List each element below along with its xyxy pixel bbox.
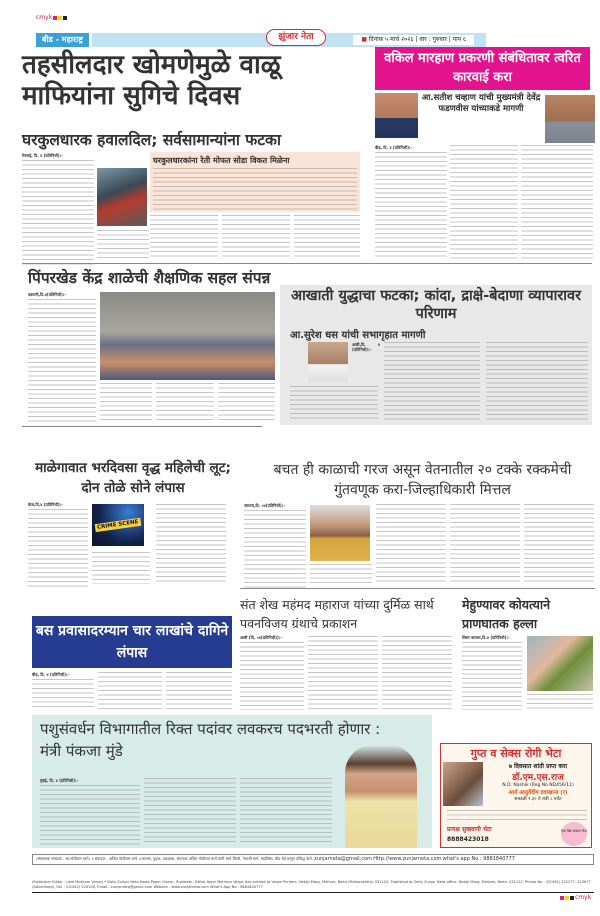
text-block xyxy=(98,672,162,710)
date-text: दिनांक ५ मार्च २०२६ | वार : गुरुवार | पान ६ xyxy=(369,36,466,43)
crime-scene-tape-label: CRIME SCENE xyxy=(95,518,141,532)
footer-whatsapp: what's app No : 9881840777 xyxy=(442,856,515,862)
divider xyxy=(22,263,592,264)
text-block xyxy=(382,636,452,710)
publisher-line: (Estblisher Editor : Late Motiram Varpe) * Daily Zunjar Neta News Paper Owner, Publisher, Editor Ajeet Motiram Varpe Has printed at Varpe Printers, Netaji Marg, Malives, Beed (Maharashtra) 431122. Published at Daily Zunjar Neta office, Netaji Marg, Malives, Beed- 431122. Phone No : (02442) 222277, 223677 (Advertised), Fax : (02442) 224100, Email : zunjarneta@gmail.com Website : www.zunjarneta.com What's App No : 9881840777 xyxy=(32,880,594,893)
lawyer-subhead: आ.सतीश चव्हाण यांची मुख्यमंत्री देवेंद्र फडणवीस यांच्याकडे मागणी xyxy=(421,93,541,114)
text-block xyxy=(218,383,275,421)
politician-photo-left xyxy=(375,93,418,138)
lawyer-dateline: बीड, दि. ४ (प्रतिनिधी):- xyxy=(375,145,413,150)
onion-headline: आखाती युद्धाचा फटका; कांदा, द्राक्षे-बेदाणा व्यापारावर परिणाम xyxy=(290,288,582,322)
text-block xyxy=(150,215,218,260)
text-block xyxy=(28,299,96,424)
tractor-photo xyxy=(97,168,147,226)
text-block xyxy=(310,564,372,584)
text-block xyxy=(450,504,520,584)
ad-hours: सकाळी १.३० ते रात्री ८ पर्यंत xyxy=(514,797,562,802)
text-block xyxy=(166,672,232,710)
minister-column-1 xyxy=(40,778,140,847)
savings-column-1 xyxy=(244,503,306,590)
lead-box-title: घरकुलधारकांना रेती मोफत सोडा विकत मिळेना xyxy=(153,156,290,165)
text-block xyxy=(375,152,447,260)
savings-headline: बचत ही काळाची गरज असून वेतनातील २० टक्के रक्कमेची गुंतवणूक करा-जिल्हाधिकारी मित्तल xyxy=(273,462,572,498)
text-block xyxy=(527,694,593,710)
clinic-advertisement xyxy=(440,743,592,848)
text-block xyxy=(156,383,214,421)
collector-photo xyxy=(310,505,370,561)
theft-column-1 xyxy=(28,502,88,589)
lead-column-1 xyxy=(22,153,94,265)
ad-phone[interactable]: 8888423018 xyxy=(447,836,489,843)
text-block xyxy=(450,145,518,260)
lead-sidebar-box xyxy=(150,152,360,212)
lead-subhead: घरकुलधारक हवालदिल; सर्वसामान्यांना फटका xyxy=(22,131,281,149)
attack-dateline: शिरुर कासार,दि.४ (प्रतिनिधी):- xyxy=(462,635,510,640)
bus-dateline: बीड, दि. ४ (प्रतिनिधी):- xyxy=(32,672,70,677)
footer-website[interactable]: Http://www.zunjarneta.com xyxy=(373,856,442,862)
text-block xyxy=(521,145,593,260)
onion-subhead: आ.सुरेश धस यांची सभागृहात मागणी xyxy=(290,330,426,341)
ad-couple-photo xyxy=(443,762,483,806)
savings-dateline: जालना,दि. ०४(प्रतिनिधी):- xyxy=(244,503,285,508)
text-block xyxy=(376,504,446,584)
imprint-text: (संस्थापक संपादक : स्व.मोतीराम वरपे) ॥ संपादक : अजित मोतीराम वरपे ॥ मालक, मुद्रक, प्रकाशक, संपादक अजित मोतीराम वरपे यांनी वरपे प्रिंटर्स, नेताजी मार्ग, माळीवेस, बीड येथे छापून प्रसिद्ध केले. xyxy=(36,856,313,861)
text-block xyxy=(294,215,360,260)
text-block xyxy=(22,160,94,265)
text-block xyxy=(384,342,480,422)
ad-cta: प्रत्यक्ष सुखवानी भेटा xyxy=(447,826,492,833)
ad-doctor-name: डॉ.एम.एस.राज xyxy=(512,773,564,783)
text-block xyxy=(97,230,149,260)
theft-headline: माळेगावात भरदिवसा वृद्ध महिलेची लूट; दोन तोळे सोने लंपास xyxy=(35,460,231,496)
school-column-1 xyxy=(28,292,96,424)
school-trip-group-photo xyxy=(100,292,275,380)
text-block xyxy=(240,778,332,844)
attack-column-1 xyxy=(462,635,522,710)
ad-badge: एक वेळ अवश्य भेटा xyxy=(561,822,587,846)
text-block xyxy=(462,642,522,710)
text-block xyxy=(40,785,140,847)
onion-dateline: आष्टी,दि. ४ (प्रतिनिधी):- xyxy=(352,342,380,352)
attack-headline: मेहुण्यावर कोयत्याने प्राणघातक हल्ला xyxy=(462,597,551,631)
theft-dateline: केज,दि.४ (प्रतिनिधी):- xyxy=(28,502,63,507)
lawyer-column-1 xyxy=(375,145,447,260)
imprint-box xyxy=(32,854,594,865)
ad-clinic-name: आर्य आयुर्वेदीय दवाखाना (र) xyxy=(508,790,568,796)
ad-title: गुप्त व सेक्स रोगी भेटा xyxy=(470,747,562,760)
bus-column-1 xyxy=(32,672,94,709)
lawyer-headline: वकिल मारहाण प्रकरणी संबंधितावर त्वरित कारवाई करा xyxy=(375,47,590,90)
edition-label: बीड - महाराष्ट्र xyxy=(36,33,92,47)
attack-illustration xyxy=(527,636,593,691)
book-dateline: आष्टी (दि. ०४(प्रतिनिधी)):- xyxy=(240,635,283,640)
cmyk-label: cmyk xyxy=(36,14,53,21)
politician-photo-right xyxy=(545,95,595,143)
footer-email[interactable]: zunjarneta@gmail.com xyxy=(314,856,372,862)
school-headline: पिंपरखेड केंद्र शाळेची शैक्षणिक सहल संपन्न xyxy=(28,269,271,287)
legislator-photo xyxy=(308,342,348,382)
text-block xyxy=(244,510,306,590)
bus-headline: बस प्रवासादरम्यान चार लाखांचे दागिने लंपास xyxy=(32,616,232,668)
minister-headline: पशुसंवर्धन विभागातील रिक्त पदांवर लवकरच पदभरती होणार : मंत्री पंकजा मुंडे xyxy=(40,720,381,760)
minister-photo xyxy=(345,745,417,848)
text-block xyxy=(156,504,226,584)
minister-dateline: मुंबई, दि. ४ (प्रतिनिधी):- xyxy=(40,778,79,783)
book-headline: संत शेख महंमद महाराज यांच्या दुर्मिळ सार्थ पवनविजय ग्रंथाचे प्रकाशन xyxy=(240,597,434,631)
text-block xyxy=(447,810,587,822)
cmyk-label: cmyk xyxy=(575,894,592,901)
text-block xyxy=(92,552,150,584)
masthead-logo: झुंजार नेता xyxy=(266,29,326,46)
print-registration-mark xyxy=(560,894,591,901)
text-block xyxy=(290,386,378,422)
text-block xyxy=(240,642,304,710)
text-block xyxy=(32,679,94,709)
ad-tagline: ७ दिवसात शांती प्राप्त करा xyxy=(508,763,568,770)
book-column-1 xyxy=(240,635,304,710)
divider xyxy=(22,426,262,427)
lead-dateline: गेवराई, दि. ४ (प्रतिनिधी):- xyxy=(22,153,63,158)
divider xyxy=(240,588,595,589)
page-header xyxy=(36,33,486,47)
ad-registration: N.D. Nashik (Reg No ND456/11) xyxy=(502,783,574,788)
crime-scene-image xyxy=(92,504,144,546)
text-block xyxy=(153,168,357,212)
date-line: ■ दिनांक ५ मार्च २०२६ | वार : गुरुवार | पान ६ xyxy=(353,35,474,45)
text-block xyxy=(308,636,378,710)
print-registration-mark xyxy=(36,14,67,21)
lead-headline: तहसीलदार खोमणेमुळे वाळू माफियांना सुगिचे दिवस xyxy=(22,50,281,111)
text-block xyxy=(486,342,588,422)
text-block xyxy=(524,504,594,584)
text-block xyxy=(100,383,152,421)
school-dateline: वडवणी,दि.४(प्रतिनिधी):- xyxy=(28,292,67,297)
text-block xyxy=(28,509,88,589)
text-block xyxy=(222,215,290,260)
text-block xyxy=(144,778,236,844)
